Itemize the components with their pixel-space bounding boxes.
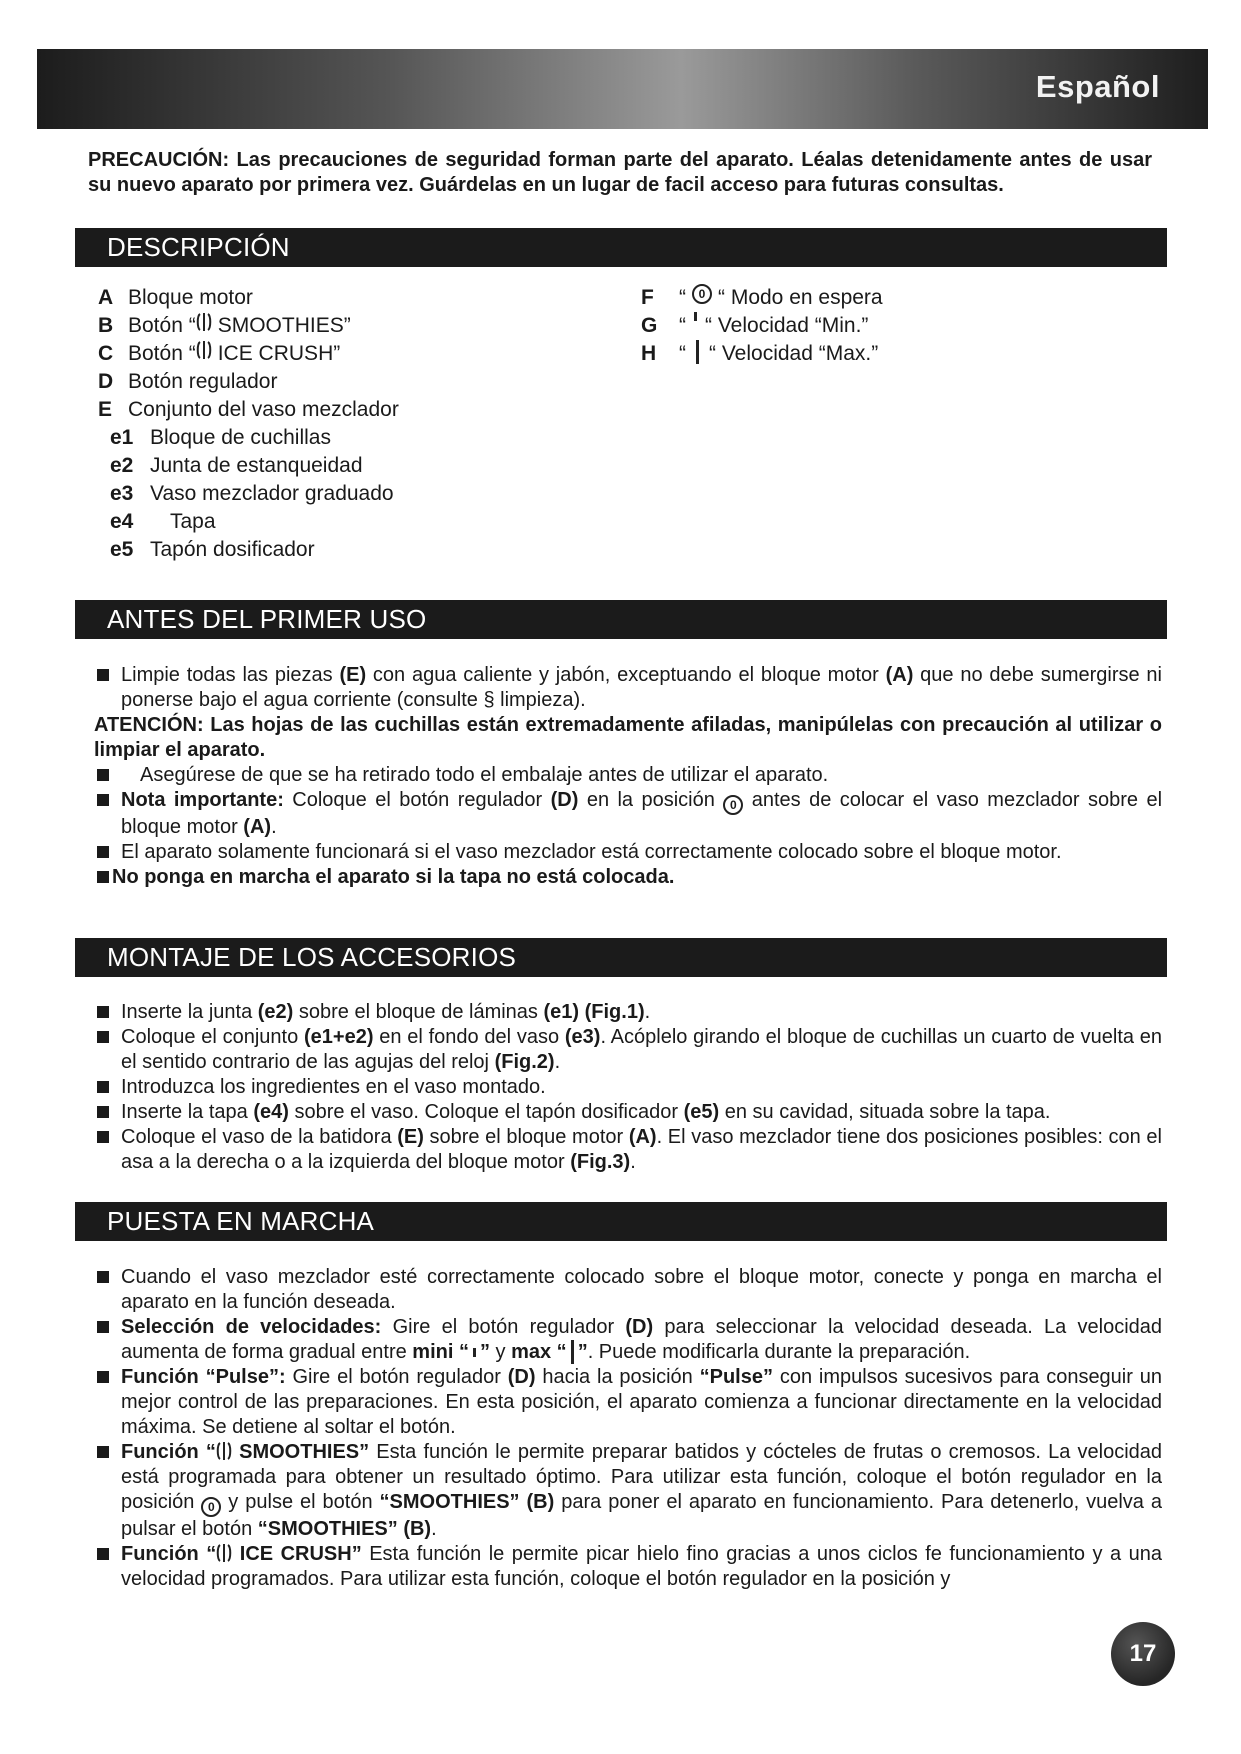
montaje-item-4: Inserte la tapa (e4) sobre el vaso. Coloque el tapón dosificador (e5) en su cavidad, situada sobre la tapa. — [96, 1100, 1162, 1125]
desc-item-a: A Bloque motor — [98, 286, 253, 309]
desc-item-e2: e2 Junta de estanqueidad — [110, 454, 363, 477]
section-descripcion: DESCRIPCIÓN — [75, 228, 1167, 267]
speed-min-icon — [694, 312, 697, 321]
section-montaje: MONTAJE DE LOS ACCESORIOS — [75, 938, 1167, 977]
standby-icon: 0 — [692, 284, 712, 304]
puesta-item-pulse: Función “Pulse”: Gire el botón regulador (D) hacia la posición “Pulse” con impulsos sucesivos para conseguir un mejor control de las preparaciones. En esta posición, el aparato comienza a funcionar directamente en la velocidad máxima. Se detiene al soltar el botón. — [96, 1365, 1162, 1440]
desc-item-f: F “ 0 “ Modo en espera — [641, 286, 883, 309]
section-antes-del-primer-uso: ANTES DEL PRIMER USO — [75, 600, 1167, 639]
desc-item-e4: e4 Tapa — [110, 510, 216, 533]
montaje-item-2: Coloque el conjunto (e1+e2) en el fondo del vaso (e3). Acóplelo girando el bloque de cuchillas un cuarto de vuelta en el sentido contrario de las agujas del reloj (Fig.2). — [96, 1025, 1162, 1075]
puesta-item-1: Cuando el vaso mezclador esté correctamente colocado sobre el bloque motor, conecte y ponga en marcha el aparato en la función deseada. — [96, 1265, 1162, 1315]
section-puesta-en-marcha: PUESTA EN MARCHA — [75, 1202, 1167, 1241]
desc-item-e1: e1 Bloque de cuchillas — [110, 426, 331, 449]
language-title: Español — [1035, 69, 1160, 104]
puesta-item-smoothies: Función “ SMOOTHIES” Esta función le permite preparar batidos y cócteles de frutas o cremosos. La velocidad está programada para obtener un resultado óptimo. Para utilizar esta función, coloque el botón regulador en la posición 0 y pulse el botón “SMOOTHIES” (B) para poner el aparato en funcionamiento. Para detenerlo, vuelva a pulsar el botón “SMOOTHIES” (B). — [96, 1440, 1162, 1542]
blade-icon — [216, 1441, 232, 1461]
puesta-item-speeds: Selección de velocidades: Gire el botón regulador (D) para seleccionar la velocidad deseada. La velocidad aumenta de forma gradual entre mini “ ” y max “ ”. Puede modificarla durante la preparación. — [96, 1315, 1162, 1365]
blade-icon — [216, 1543, 232, 1563]
speed-min-icon — [473, 1348, 476, 1357]
antes-item-packaging: Asegúrese de que se ha retirado todo el embalaje antes de utilizar el aparato. — [96, 763, 1162, 788]
puesta-content — [96, 1265, 1162, 1592]
speed-max-icon — [696, 340, 699, 364]
antes-item-nota: Nota importante: Coloque el botón regulador (D) en la posición 0 antes de colocar el vaso mezclador sobre el bloque motor (A). — [96, 788, 1162, 840]
desc-item-b: B Botón “ SMOOTHIES” — [98, 314, 351, 337]
page-number: 17 — [1111, 1622, 1175, 1686]
caution-paragraph: PRECAUCIÓN: Las precauciones de seguridad forman parte del aparato. Léalas detenidamente antes de usar su nuevo aparato por primera vez. Guárdelas en un lugar de facil acceso para futuras consultas. — [88, 149, 1152, 196]
standby-icon: 0 — [723, 795, 743, 815]
antes-item-lid: No ponga en marcha el aparato si la tapa no está colocada. — [96, 865, 1162, 890]
antes-item-clean: Limpie todas las piezas (E) con agua caliente y jabón, exceptuando el bloque motor (A) que no debe sumergirse ni ponerse bajo el agua corriente (consulte § limpieza). — [96, 663, 1162, 713]
speed-max-icon — [571, 1340, 574, 1364]
desc-item-e3: e3 Vaso mezclador graduado — [110, 482, 394, 505]
antes-content — [96, 663, 1162, 890]
montaje-content — [96, 1000, 1162, 1175]
montaje-item-3: Introduzca los ingredientes en el vaso montado. — [96, 1075, 1162, 1100]
desc-item-g: G “ “ Velocidad “Min.” — [641, 314, 869, 337]
desc-item-h: H “ “ Velocidad “Max.” — [641, 342, 879, 365]
montaje-item-5: Coloque el vaso de la batidora (E) sobre el bloque motor (A). El vaso mezclador tiene dos posiciones posibles: con el asa a la derecha o a la izquierda del bloque motor (Fig.3). — [96, 1125, 1162, 1175]
desc-item-c: C Botón “ ICE CRUSH” — [98, 342, 341, 365]
antes-warning: ATENCIÓN: Las hojas de las cuchillas están extremadamente afiladas, manipúlelas con precaución al utilizar o limpiar el aparato. — [94, 714, 1162, 761]
language-header-bar — [37, 49, 1208, 129]
description-list-right — [641, 284, 883, 368]
antes-item-placement: El aparato solamente funcionará si el vaso mezclador está correctamente colocado sobre el bloque motor. — [96, 840, 1162, 865]
desc-item-e5: e5 Tapón dosificador — [110, 538, 315, 561]
desc-item-e: E Conjunto del vaso mezclador — [98, 398, 399, 421]
blade-icon — [196, 312, 212, 332]
desc-item-d: D Botón regulador — [98, 370, 278, 393]
description-list-left — [98, 284, 399, 564]
blade-icon — [196, 340, 212, 360]
montaje-item-1: Inserte la junta (e2) sobre el bloque de láminas (e1) (Fig.1). — [96, 1000, 1162, 1025]
standby-icon: 0 — [201, 1497, 221, 1517]
puesta-item-ice-crush: Función “ ICE CRUSH” Esta función le permite picar hielo fino gracias a unos ciclos fe funcionamiento y a una velocidad programados. Para utilizar esta función, coloque el botón regulador en la posición y — [96, 1542, 1162, 1592]
